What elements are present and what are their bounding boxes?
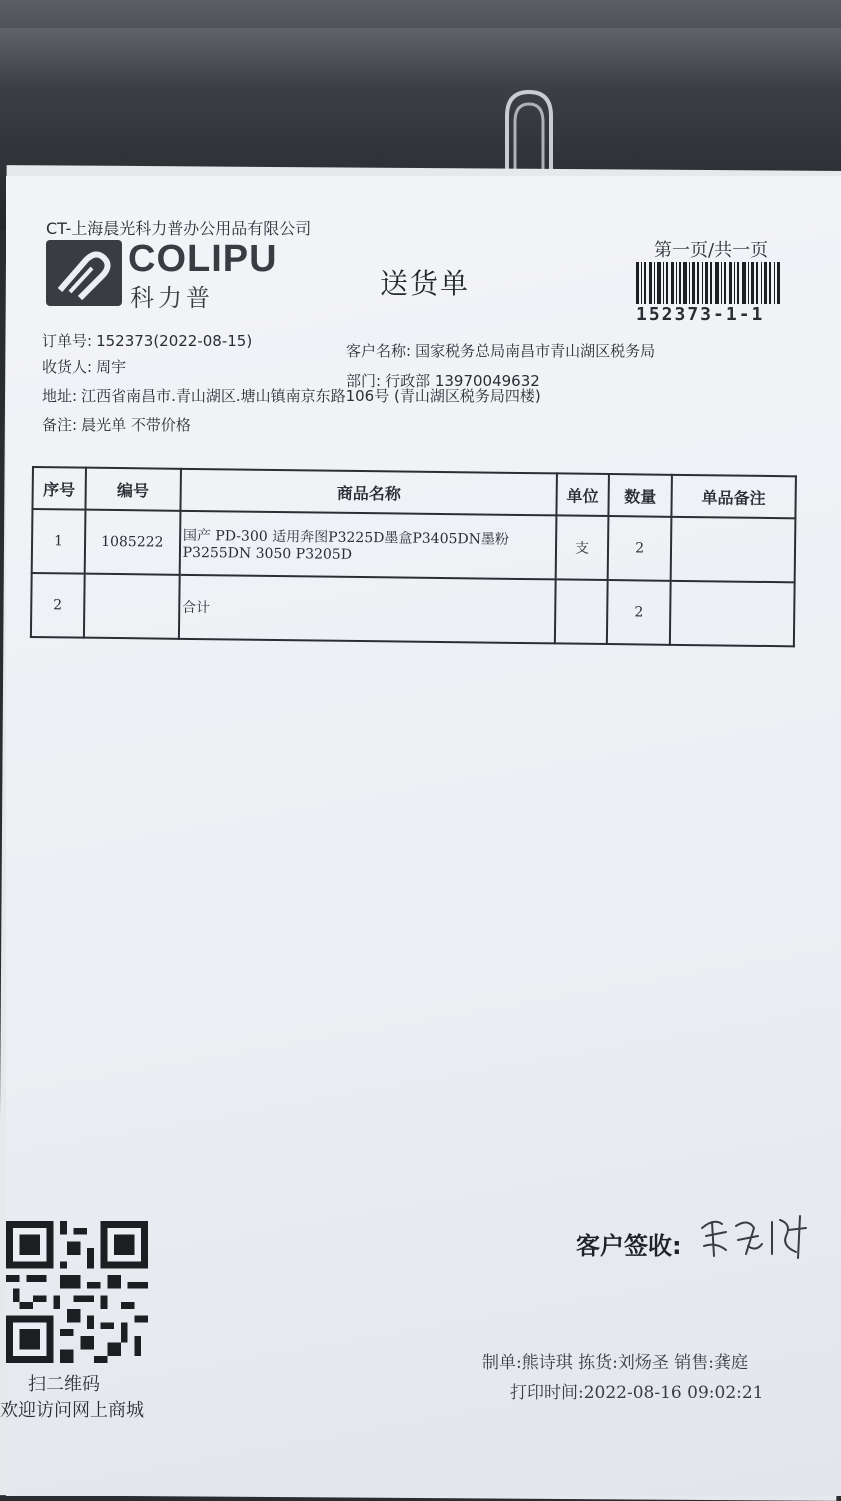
order-label: 订单号: bbox=[42, 332, 93, 350]
customer-row bbox=[346, 340, 655, 361]
header-product-name: 商品名称 bbox=[180, 469, 556, 516]
cell-product-name: 国产 PD-300 适用奔图P3225D墨盒P3405DN墨粉 P3255DN 3050 P3205D bbox=[179, 511, 556, 580]
colipu-logo-icon bbox=[46, 240, 122, 306]
remark-label: 备注: bbox=[42, 416, 78, 434]
barcode-number: 152373-1-1 bbox=[636, 304, 765, 325]
keyboard-edge bbox=[0, 28, 841, 88]
header-unit: 单位 bbox=[556, 473, 609, 516]
logo-text-en: COLIPU bbox=[128, 238, 278, 280]
address-label: 地址: bbox=[42, 387, 78, 405]
cell-index: 1 bbox=[32, 509, 86, 574]
cell-total-quantity: 2 bbox=[607, 580, 670, 645]
cell-index: 2 bbox=[31, 573, 85, 638]
cell-total-label: 合计 bbox=[179, 575, 556, 644]
order-number-row bbox=[42, 330, 252, 351]
company-name: CT-上海晨光科力普办公用品有限公司 bbox=[46, 219, 312, 238]
qr-caption-scan: 扫二维码 bbox=[28, 1374, 100, 1395]
page-indicator: 第一页/共一页 bbox=[654, 240, 769, 261]
customer-value: 国家税务总局南昌市青山湖区税务局 bbox=[415, 342, 656, 360]
qr-code-icon bbox=[6, 1218, 148, 1366]
cell-unit: 支 bbox=[555, 515, 609, 580]
receiver-row bbox=[42, 356, 126, 377]
cell-item-note bbox=[670, 581, 795, 647]
header-index: 序号 bbox=[32, 467, 85, 510]
cell-code: 1085222 bbox=[84, 510, 180, 575]
receiver-label: 收货人: bbox=[42, 358, 93, 376]
customer-signature-label: 客户签收: bbox=[576, 1232, 682, 1260]
footer-print-time: 打印时间:2022-08-16 09:02:21 bbox=[510, 1383, 764, 1403]
logo-text-cn: 科力普 bbox=[130, 284, 214, 312]
cell-item-note bbox=[670, 517, 795, 583]
address-value: 江西省南昌市.青山湖区.塘山镇南京东路106号 (青山湖区税务局四楼) bbox=[81, 387, 541, 405]
qr-caption-visit: 欢迎访问网上商城 bbox=[0, 1400, 144, 1421]
header-item-note: 单品备注 bbox=[671, 475, 796, 519]
order-value: 152373(2022-08-15) bbox=[96, 332, 253, 350]
header-code: 编号 bbox=[85, 468, 180, 511]
cell-quantity: 2 bbox=[608, 516, 671, 581]
cell-unit bbox=[554, 579, 608, 644]
customer-label: 客户名称: bbox=[346, 342, 412, 360]
items-table bbox=[30, 466, 797, 647]
table-row bbox=[31, 573, 795, 646]
cell-code bbox=[84, 574, 180, 639]
receiver-value: 周宇 bbox=[96, 358, 127, 376]
header-quantity: 数量 bbox=[609, 474, 672, 517]
table-row bbox=[32, 509, 796, 582]
document-title: 送货单 bbox=[380, 267, 471, 300]
department-value: 行政部 13970049632 bbox=[385, 372, 540, 390]
department-label: 部门: bbox=[346, 372, 382, 390]
remark-value: 晨光单 不带价格 bbox=[81, 416, 191, 434]
barcode-icon bbox=[636, 262, 782, 304]
footer-staff: 制单:熊诗琪 拣货:刘炀圣 销售:龚庭 bbox=[482, 1353, 748, 1373]
remark-row bbox=[42, 414, 191, 435]
handwritten-signature bbox=[696, 1206, 816, 1266]
department-row bbox=[346, 370, 540, 391]
